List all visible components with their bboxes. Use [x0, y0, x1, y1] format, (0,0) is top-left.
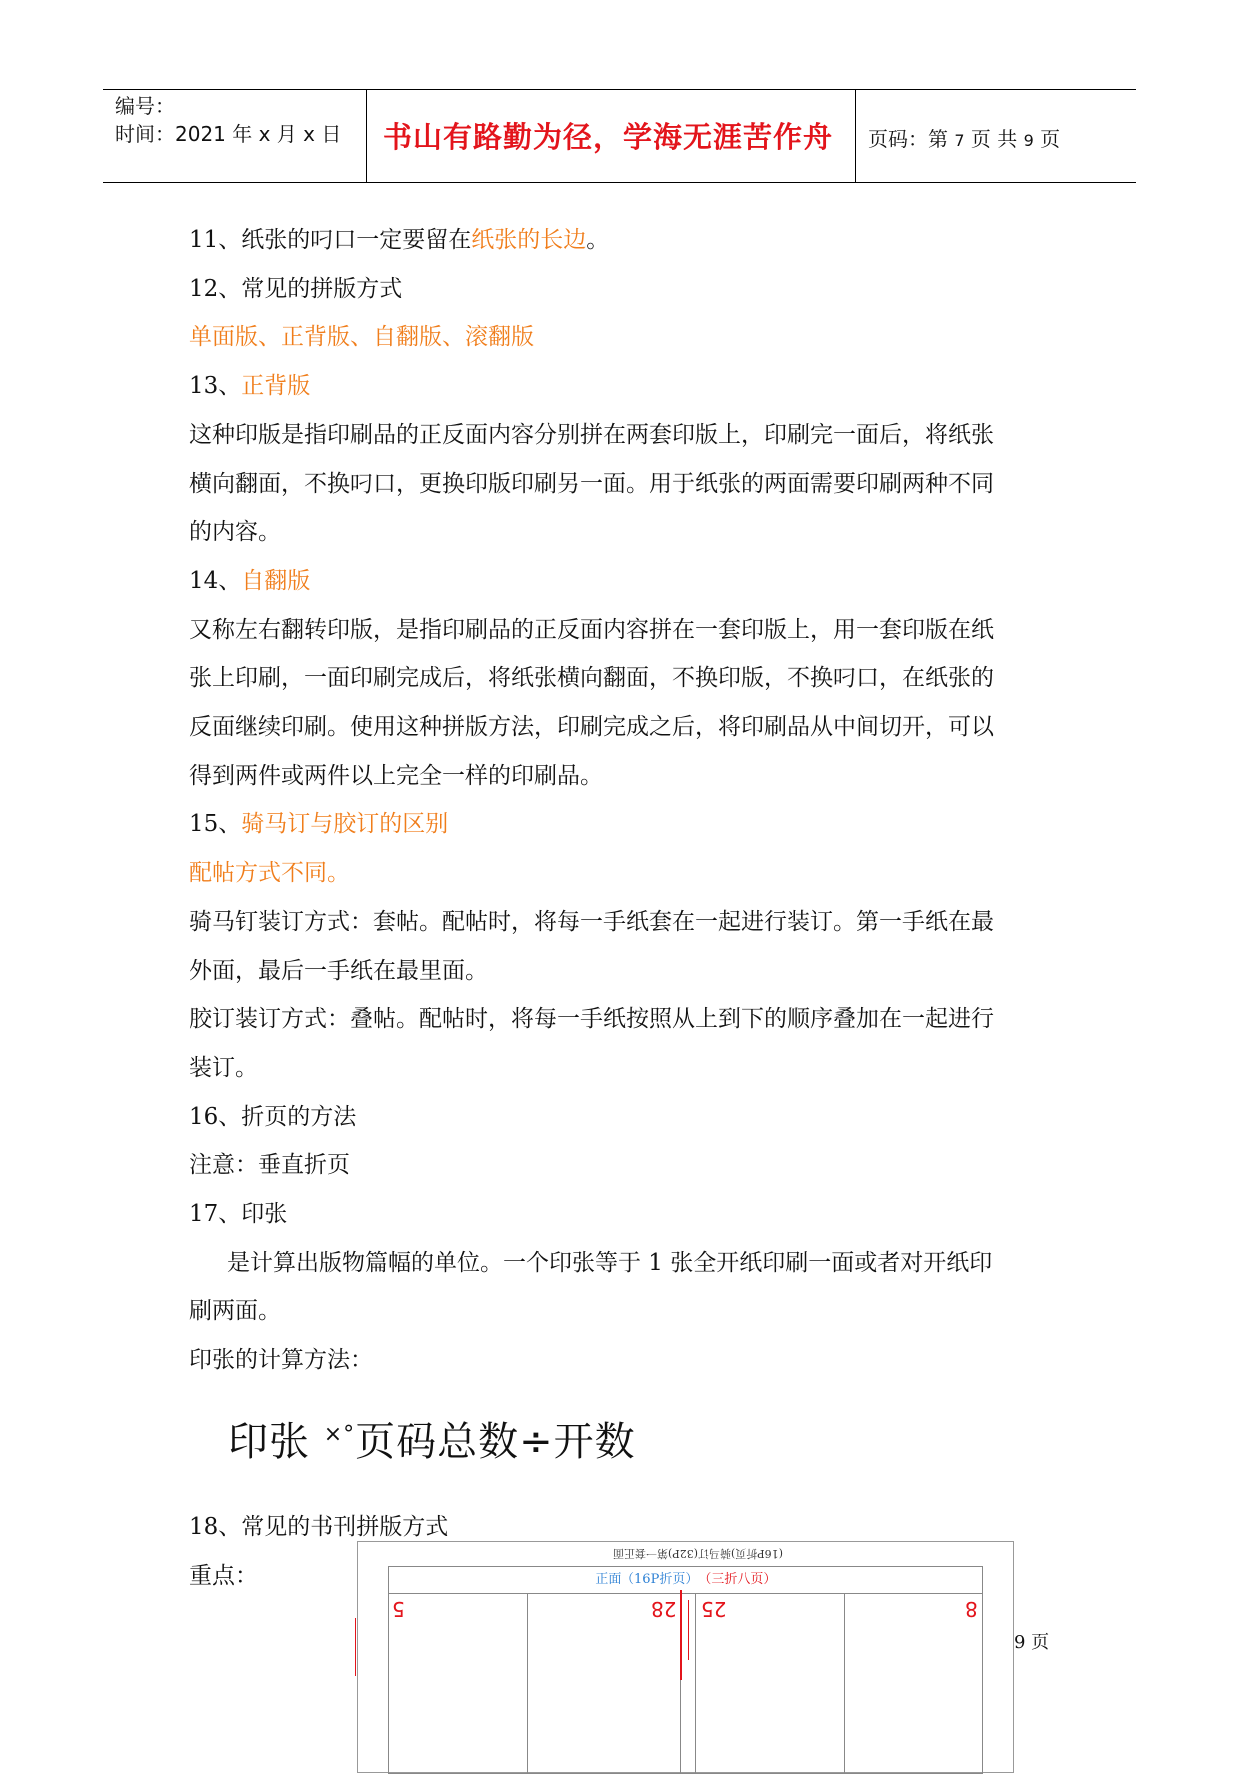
header-meta	[115, 92, 341, 148]
item-17-calc-label: 印张的计算方法：	[189, 1347, 373, 1374]
item-12-heading: 12、常见的拼版方式	[189, 275, 403, 302]
header-divider-right	[855, 90, 856, 183]
item-11	[189, 216, 1059, 265]
item-13-line-3: 的内容。	[189, 519, 281, 546]
page-suffix: 页	[1040, 127, 1061, 151]
item-14-heading	[189, 557, 1059, 606]
page-number-25: 25	[701, 1597, 727, 1621]
item-13-title: 正背版	[241, 373, 311, 400]
item-15-line-1: 骑马钉装订方式：套帖。配帖时，将每一手纸套在一起进行装订。第一手纸在最	[189, 908, 994, 935]
header-top-rule	[103, 89, 1136, 90]
header-divider-left	[366, 90, 367, 183]
item-17-heading: 17、印张	[189, 1201, 288, 1228]
item-15-line-2: 外面，最后一手纸在最里面。	[189, 957, 488, 984]
item-15-subheading: 配帖方式不同。	[189, 860, 350, 887]
item-13-heading	[189, 362, 1059, 411]
item-17-line-2: 刷两面。	[189, 1298, 281, 1325]
band-mid: （16P折页）	[620, 1572, 699, 1587]
diagram-column-line	[844, 1593, 845, 1773]
fold-mark	[680, 1590, 682, 1680]
item-13-line-2: 横向翻面，不换叼口，更换印版印刷另一面。用于纸张的两面需要印刷两种不同	[189, 470, 994, 497]
band-left: 正面	[594, 1572, 621, 1587]
footer-page-number: 9 页	[1014, 1632, 1050, 1653]
diagram-caption: (16P折页)骑马订(32P)第一套正面	[613, 1547, 783, 1560]
fold-mark	[688, 1600, 689, 1660]
item-17-line-1: 是计算出版物篇幅的单位。一个印张等于 1 张全开纸印刷一面或者对开纸印	[227, 1249, 993, 1276]
page-number-5: 5	[392, 1597, 405, 1621]
formula	[228, 1410, 636, 1467]
page-number-8: 8	[965, 1597, 978, 1621]
trim-mark	[355, 1618, 356, 1676]
time-label: 时间：2021 年 x 月 x 日	[115, 122, 342, 146]
item-14-line-2: 张上印刷，一面印刷完成后，将纸张横向翻面，不换印版，不换叼口，在纸张的	[189, 665, 994, 692]
item-12-types: 单面版、正背版、自翻版、滚翻版	[189, 324, 534, 351]
imposition-diagram	[357, 1541, 1014, 1773]
item-15-line-3: 胶订装订方式：叠帖。配帖时，将每一手纸按照从上到下的顺序叠加在一起进行	[189, 1006, 994, 1033]
item-14-title: 自翻版	[241, 567, 311, 594]
item-13-line-1: 这种印版是指印刷品的正反面内容分别拼在两套印版上，印刷完一面后，将纸张	[189, 421, 994, 448]
diagram-column-line	[527, 1593, 528, 1773]
item-11-highlight: 纸张的长边	[471, 227, 587, 253]
item-18-heading: 18、常见的书刊拼版方式	[189, 1514, 449, 1540]
formula-mark: ×°	[323, 1422, 356, 1447]
item-16-heading: 16、折页的方法	[189, 1103, 357, 1130]
diagram-band	[389, 1567, 982, 1594]
page-number-28: 28	[651, 1597, 677, 1621]
page-current: 7	[954, 131, 965, 150]
diagram-sheet	[388, 1566, 983, 1774]
item-14-line-4: 得到两件或两件以上完全一样的印刷品。	[189, 762, 603, 789]
page-total: 9	[1023, 131, 1034, 150]
item-15-number: 15、	[189, 811, 242, 838]
formula-left: 印张	[228, 1419, 310, 1465]
header-page-info	[868, 123, 1060, 152]
item-18-key-label: 重点：	[189, 1563, 258, 1589]
item-16-note: 注意：垂直折页	[189, 1152, 350, 1179]
item-11-text: 11、纸张的叼口一定要留在	[189, 227, 472, 253]
document-body	[189, 216, 1059, 1385]
item-15-title: 骑马订与胶订的区别	[241, 811, 449, 838]
item-14-number: 14、	[189, 567, 242, 594]
item-14-line-3: 反面继续印刷。使用这种拼版方法，印刷完成之后，将印刷品从中间切开，可以	[189, 714, 994, 741]
page-mid: 页 共	[970, 127, 1018, 151]
number-label: 编号：	[115, 94, 175, 118]
item-11-end: 。	[586, 227, 610, 253]
band-right: （三折八页）	[698, 1572, 777, 1587]
item-14-line-1: 又称左右翻转印版，是指印刷品的正反面内容拼在一套印版上，用一套印版在纸	[189, 616, 994, 643]
header-bottom-rule	[103, 182, 1136, 183]
item-15-heading	[189, 800, 1059, 849]
page-prefix: 页码：第	[868, 127, 948, 151]
formula-right: 页码总数÷开数	[355, 1419, 636, 1465]
header-motto: 书山有路勤为径，学海无涯苦作舟	[382, 120, 833, 154]
item-15-line-4: 装订。	[189, 1054, 258, 1081]
diagram-column-line	[695, 1593, 696, 1773]
item-13-number: 13、	[189, 373, 242, 400]
